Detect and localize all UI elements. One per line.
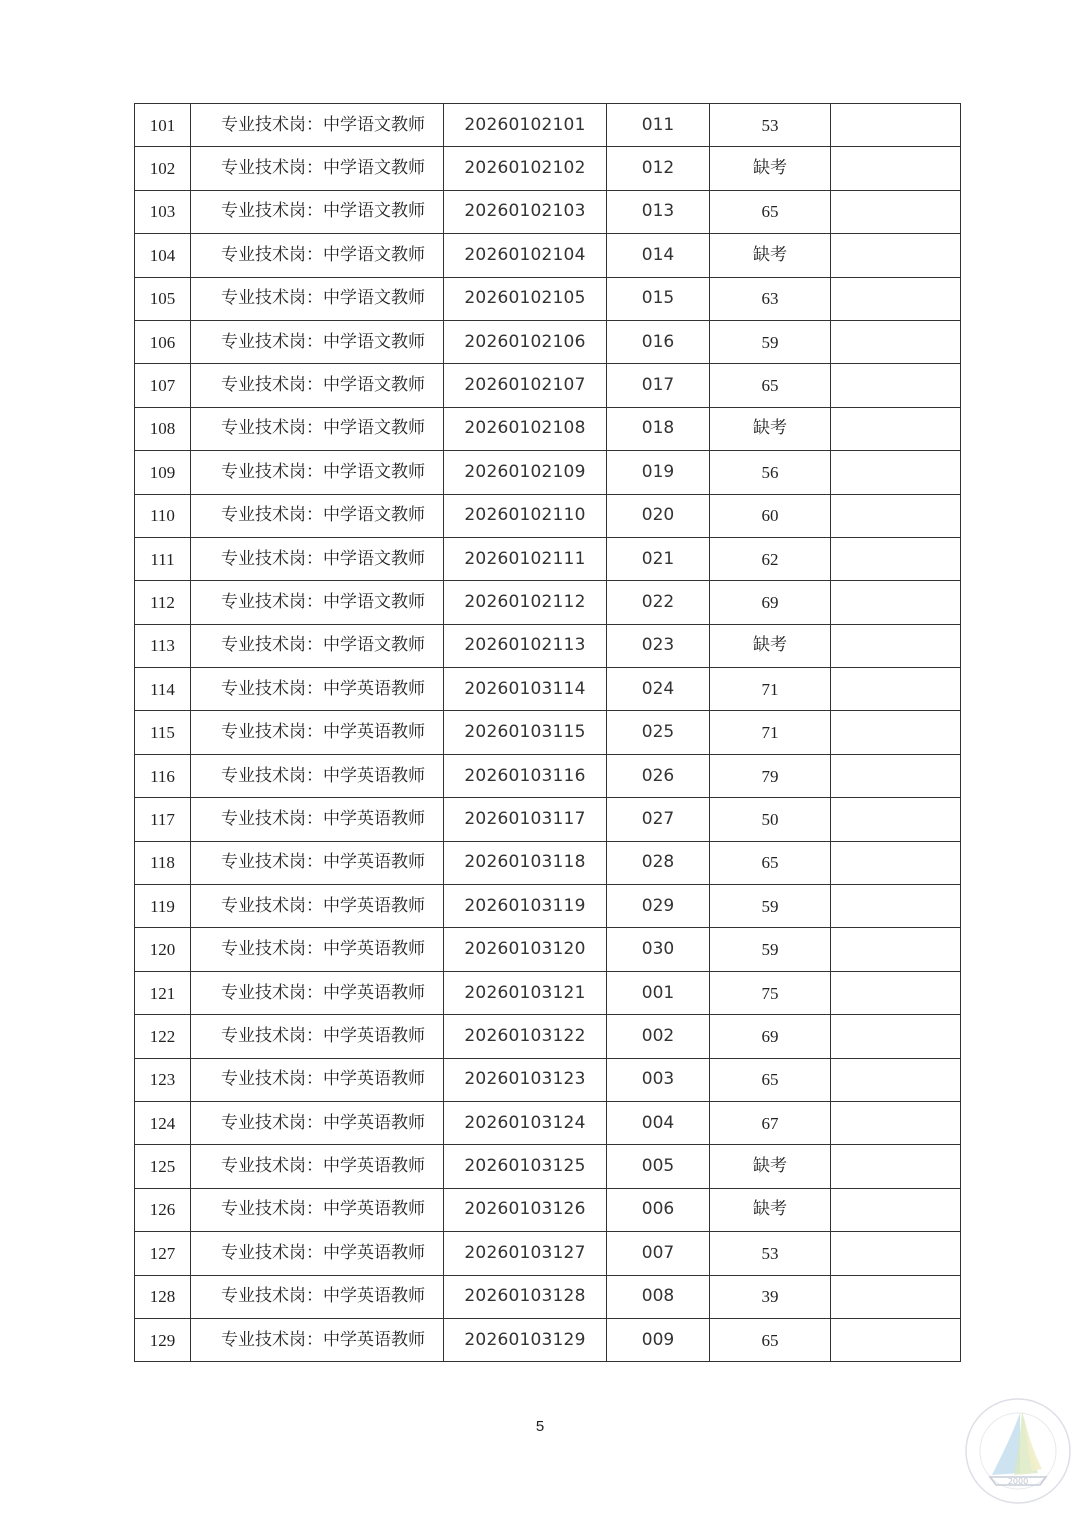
- cell-seat-number: 023: [607, 624, 710, 667]
- cell-ticket-number: 20260103123: [444, 1058, 607, 1101]
- cell-seat-number: 027: [607, 798, 710, 841]
- cell-remark: [831, 407, 961, 450]
- cell-remark: [831, 147, 961, 190]
- cell-score: 62: [710, 537, 831, 580]
- cell-ticket-number: 20260103121: [444, 971, 607, 1014]
- cell-remark: [831, 190, 961, 233]
- cell-serial-number: 111: [135, 537, 191, 580]
- cell-seat-number: 025: [607, 711, 710, 754]
- cell-serial-number: 118: [135, 841, 191, 884]
- cell-remark: [831, 885, 961, 928]
- cell-score: 63: [710, 277, 831, 320]
- cell-position: 专业技术岗：中学英语教师: [191, 1015, 444, 1058]
- cell-remark: [831, 798, 961, 841]
- cell-serial-number: 126: [135, 1188, 191, 1231]
- cell-position: 专业技术岗：中学英语教师: [191, 1101, 444, 1144]
- cell-remark: [831, 104, 961, 147]
- cell-serial-number: 117: [135, 798, 191, 841]
- cell-score: 56: [710, 451, 831, 494]
- cell-seat-number: 019: [607, 451, 710, 494]
- cell-ticket-number: 20260103116: [444, 754, 607, 797]
- table-row: [135, 451, 961, 494]
- table-row: [135, 407, 961, 450]
- cell-position: 专业技术岗：中学英语教师: [191, 885, 444, 928]
- table-row: [135, 711, 961, 754]
- cell-score: 75: [710, 971, 831, 1014]
- table-row: [135, 147, 961, 190]
- cell-serial-number: 120: [135, 928, 191, 971]
- table-row: [135, 104, 961, 147]
- cell-remark: [831, 1275, 961, 1318]
- cell-score: 65: [710, 364, 831, 407]
- cell-position: 专业技术岗：中学英语教师: [191, 1145, 444, 1188]
- cell-position: 专业技术岗：中学英语教师: [191, 971, 444, 1014]
- cell-remark: [831, 494, 961, 537]
- cell-ticket-number: 20260102109: [444, 451, 607, 494]
- table-row: [135, 928, 961, 971]
- table-row: [135, 1275, 961, 1318]
- cell-remark: [831, 1015, 961, 1058]
- table-row: [135, 1188, 961, 1231]
- cell-serial-number: 116: [135, 754, 191, 797]
- table-row: [135, 798, 961, 841]
- cell-remark: [831, 668, 961, 711]
- cell-score: 缺考: [710, 624, 831, 667]
- cell-score: 79: [710, 754, 831, 797]
- cell-score: 59: [710, 320, 831, 363]
- cell-score: 缺考: [710, 407, 831, 450]
- cell-position: 专业技术岗：中学语文教师: [191, 624, 444, 667]
- table-row: [135, 190, 961, 233]
- cell-score: 71: [710, 711, 831, 754]
- cell-seat-number: 028: [607, 841, 710, 884]
- cell-score: 59: [710, 885, 831, 928]
- cell-ticket-number: 20260103115: [444, 711, 607, 754]
- cell-ticket-number: 20260102110: [444, 494, 607, 537]
- cell-position: 专业技术岗：中学语文教师: [191, 320, 444, 363]
- table-row: [135, 234, 961, 277]
- cell-seat-number: 021: [607, 537, 710, 580]
- cell-serial-number: 108: [135, 407, 191, 450]
- cell-ticket-number: 20260102106: [444, 320, 607, 363]
- cell-score: 缺考: [710, 147, 831, 190]
- cell-remark: [831, 1232, 961, 1275]
- cell-ticket-number: 20260103117: [444, 798, 607, 841]
- cell-seat-number: 001: [607, 971, 710, 1014]
- table-row: [135, 1318, 961, 1361]
- cell-remark: [831, 537, 961, 580]
- page-number: 5: [535, 1418, 545, 1435]
- cell-seat-number: 020: [607, 494, 710, 537]
- cell-remark: [831, 1101, 961, 1144]
- table-row: [135, 885, 961, 928]
- table-row: [135, 364, 961, 407]
- cell-position: 专业技术岗：中学英语教师: [191, 1318, 444, 1361]
- cell-serial-number: 125: [135, 1145, 191, 1188]
- cell-ticket-number: 20260103127: [444, 1232, 607, 1275]
- cell-remark: [831, 1188, 961, 1231]
- cell-ticket-number: 20260102108: [444, 407, 607, 450]
- cell-position: 专业技术岗：中学语文教师: [191, 190, 444, 233]
- cell-position: 专业技术岗：中学语文教师: [191, 234, 444, 277]
- cell-serial-number: 109: [135, 451, 191, 494]
- table-row: [135, 624, 961, 667]
- table-row: [135, 1015, 961, 1058]
- cell-ticket-number: 20260103120: [444, 928, 607, 971]
- cell-serial-number: 129: [135, 1318, 191, 1361]
- cell-seat-number: 006: [607, 1188, 710, 1231]
- table-row: [135, 1058, 961, 1101]
- cell-ticket-number: 20260103122: [444, 1015, 607, 1058]
- cell-score: 69: [710, 1015, 831, 1058]
- cell-serial-number: 121: [135, 971, 191, 1014]
- table-row: [135, 494, 961, 537]
- cell-score: 53: [710, 104, 831, 147]
- cell-score: 59: [710, 928, 831, 971]
- table-row: [135, 1101, 961, 1144]
- cell-score: 50: [710, 798, 831, 841]
- table-row: [135, 277, 961, 320]
- cell-ticket-number: 20260103125: [444, 1145, 607, 1188]
- cell-score: 65: [710, 1318, 831, 1361]
- cell-serial-number: 103: [135, 190, 191, 233]
- cell-remark: [831, 581, 961, 624]
- cell-serial-number: 105: [135, 277, 191, 320]
- cell-serial-number: 110: [135, 494, 191, 537]
- cell-serial-number: 115: [135, 711, 191, 754]
- cell-seat-number: 026: [607, 754, 710, 797]
- cell-score: 缺考: [710, 1145, 831, 1188]
- cell-remark: [831, 277, 961, 320]
- cell-remark: [831, 711, 961, 754]
- cell-position: 专业技术岗：中学英语教师: [191, 928, 444, 971]
- cell-seat-number: 015: [607, 277, 710, 320]
- cell-remark: [831, 841, 961, 884]
- cell-score: 缺考: [710, 1188, 831, 1231]
- cell-seat-number: 017: [607, 364, 710, 407]
- cell-score: 60: [710, 494, 831, 537]
- cell-position: 专业技术岗：中学语文教师: [191, 581, 444, 624]
- table-row: [135, 537, 961, 580]
- cell-score: 53: [710, 1232, 831, 1275]
- cell-seat-number: 014: [607, 234, 710, 277]
- cell-position: 专业技术岗：中学英语教师: [191, 1232, 444, 1275]
- cell-serial-number: 122: [135, 1015, 191, 1058]
- cell-score: 71: [710, 668, 831, 711]
- cell-score: 69: [710, 581, 831, 624]
- score-table-body: [135, 104, 961, 1362]
- cell-remark: [831, 1145, 961, 1188]
- cell-ticket-number: 20260103128: [444, 1275, 607, 1318]
- cell-position: 专业技术岗：中学语文教师: [191, 494, 444, 537]
- cell-ticket-number: 20260103114: [444, 668, 607, 711]
- cell-serial-number: 123: [135, 1058, 191, 1101]
- table-row: [135, 668, 961, 711]
- cell-score: 65: [710, 1058, 831, 1101]
- cell-ticket-number: 20260102102: [444, 147, 607, 190]
- cell-score: 缺考: [710, 234, 831, 277]
- cell-serial-number: 101: [135, 104, 191, 147]
- cell-position: 专业技术岗：中学语文教师: [191, 364, 444, 407]
- cell-position: 专业技术岗：中学英语教师: [191, 668, 444, 711]
- cell-score: 65: [710, 190, 831, 233]
- cell-position: 专业技术岗：中学语文教师: [191, 277, 444, 320]
- cell-position: 专业技术岗：中学语文教师: [191, 537, 444, 580]
- cell-serial-number: 124: [135, 1101, 191, 1144]
- cell-seat-number: 022: [607, 581, 710, 624]
- cell-serial-number: 107: [135, 364, 191, 407]
- cell-seat-number: 011: [607, 104, 710, 147]
- cell-score: 65: [710, 841, 831, 884]
- cell-serial-number: 119: [135, 885, 191, 928]
- cell-ticket-number: 20260102111: [444, 537, 607, 580]
- cell-seat-number: 029: [607, 885, 710, 928]
- cell-serial-number: 102: [135, 147, 191, 190]
- cell-seat-number: 004: [607, 1101, 710, 1144]
- cell-seat-number: 002: [607, 1015, 710, 1058]
- cell-seat-number: 013: [607, 190, 710, 233]
- cell-ticket-number: 20260103126: [444, 1188, 607, 1231]
- svg-text:2000: 2000: [1007, 1477, 1029, 1486]
- cell-position: 专业技术岗：中学语文教师: [191, 147, 444, 190]
- cell-ticket-number: 20260102112: [444, 581, 607, 624]
- cell-remark: [831, 1318, 961, 1361]
- cell-position: 专业技术岗：中学英语教师: [191, 711, 444, 754]
- cell-position: 专业技术岗：中学英语教师: [191, 841, 444, 884]
- cell-position: 专业技术岗：中学英语教师: [191, 798, 444, 841]
- cell-seat-number: 003: [607, 1058, 710, 1101]
- cell-score: 39: [710, 1275, 831, 1318]
- cell-remark: [831, 754, 961, 797]
- table-row: [135, 754, 961, 797]
- cell-ticket-number: 20260102113: [444, 624, 607, 667]
- cell-position: 专业技术岗：中学语文教师: [191, 407, 444, 450]
- cell-seat-number: 009: [607, 1318, 710, 1361]
- cell-remark: [831, 320, 961, 363]
- cell-serial-number: 114: [135, 668, 191, 711]
- cell-position: 专业技术岗：中学英语教师: [191, 1058, 444, 1101]
- cell-ticket-number: 20260102104: [444, 234, 607, 277]
- table-row: [135, 581, 961, 624]
- score-table: [134, 103, 961, 1362]
- school-logo-icon: [962, 1395, 1074, 1507]
- cell-ticket-number: 20260102101: [444, 104, 607, 147]
- cell-score: 67: [710, 1101, 831, 1144]
- cell-seat-number: 030: [607, 928, 710, 971]
- cell-serial-number: 104: [135, 234, 191, 277]
- cell-serial-number: 112: [135, 581, 191, 624]
- cell-position: 专业技术岗：中学英语教师: [191, 1275, 444, 1318]
- cell-remark: [831, 624, 961, 667]
- cell-seat-number: 008: [607, 1275, 710, 1318]
- cell-seat-number: 016: [607, 320, 710, 363]
- cell-remark: [831, 364, 961, 407]
- cell-seat-number: 005: [607, 1145, 710, 1188]
- cell-remark: [831, 234, 961, 277]
- cell-seat-number: 024: [607, 668, 710, 711]
- cell-ticket-number: 20260102103: [444, 190, 607, 233]
- cell-seat-number: 012: [607, 147, 710, 190]
- cell-serial-number: 128: [135, 1275, 191, 1318]
- cell-ticket-number: 20260103129: [444, 1318, 607, 1361]
- table-row: [135, 971, 961, 1014]
- cell-remark: [831, 928, 961, 971]
- cell-ticket-number: 20260103119: [444, 885, 607, 928]
- cell-seat-number: 018: [607, 407, 710, 450]
- cell-position: 专业技术岗：中学语文教师: [191, 451, 444, 494]
- cell-seat-number: 007: [607, 1232, 710, 1275]
- table-row: [135, 1232, 961, 1275]
- cell-position: 专业技术岗：中学英语教师: [191, 754, 444, 797]
- cell-position: 专业技术岗：中学英语教师: [191, 1188, 444, 1231]
- cell-serial-number: 106: [135, 320, 191, 363]
- cell-remark: [831, 451, 961, 494]
- cell-ticket-number: 20260102105: [444, 277, 607, 320]
- table-row: [135, 841, 961, 884]
- table-row: [135, 320, 961, 363]
- cell-remark: [831, 1058, 961, 1101]
- cell-ticket-number: 20260103118: [444, 841, 607, 884]
- cell-position: 专业技术岗：中学语文教师: [191, 104, 444, 147]
- cell-serial-number: 127: [135, 1232, 191, 1275]
- cell-ticket-number: 20260102107: [444, 364, 607, 407]
- cell-remark: [831, 971, 961, 1014]
- table-row: [135, 1145, 961, 1188]
- cell-serial-number: 113: [135, 624, 191, 667]
- cell-ticket-number: 20260103124: [444, 1101, 607, 1144]
